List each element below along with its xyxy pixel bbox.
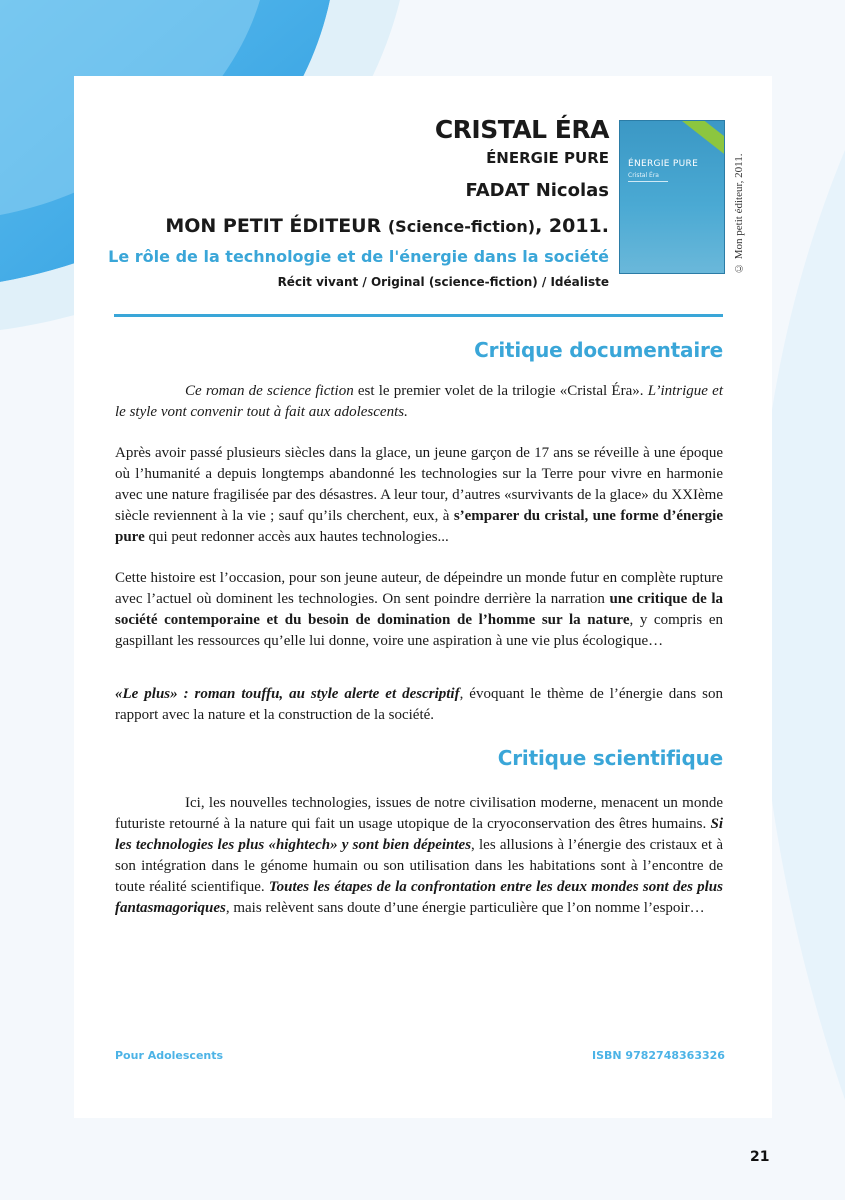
header-divider [114,314,723,317]
doc-p4-bold-italic: «Le plus» : roman touffu, au style alerte et descriptif [115,686,460,702]
doc-paragraph-4 [115,684,723,726]
cover-rule [628,181,668,182]
cover-copyright: © Mon petit éditeur, 2011. [733,153,745,274]
sci-text-1: Ici, les nouvelles technologies, issues de notre civilisation moderne, menacent un monde futuriste retourné à la nature qui fait un usage utopique de la cryoconservation des êtres humains. [115,795,723,832]
publication-year: , 2011. [535,215,609,237]
doc-p4-text: , évoquant le thème de l’énergie dans son rapport avec la nature et la construction de la société. [115,686,723,723]
cover-subtitle: Cristal Éra [628,172,659,179]
page-number: 21 [750,1149,770,1165]
book-subtitle: ÉNERGIE PURE [486,149,609,167]
book-author: FADAT Nicolas [465,180,609,201]
doc-p2-bold: s’emparer du cristal, une forme d’énergie pure [115,508,723,545]
doc-p3-text: Cette histoire est l’occasion, pour son jeune auteur, de dépeindre un monde futur en complète rupture avec l’actuel où dominent les technologies. On sent poindre derrière la narration [115,570,723,607]
doc-p1-italic-2: L’intrigue et le style vont convenir tout à fait aux adolescents. [115,383,723,420]
doc-p3-end: , y compris en gaspillant les ressources qu’elle lui donne, voire une aspiration à une vie plus écologique… [115,612,724,649]
doc-p2-end: qui peut redonner accès aux hautes technologies... [144,529,449,545]
cover-title: ÉNERGIE PURE [628,159,699,169]
book-header [89,114,609,290]
doc-p1-italic: Ce roman de science fiction [185,383,354,399]
sci-text-2: , les allusions à l’énergie des cristaux et à son intégration dans le génome humain ou son utilisation dans les habitations sont à l’encontre de toute réalité scientifique. [115,837,723,895]
publisher-name: MON PETIT ÉDITEUR [165,215,382,237]
doc-paragraph-3 [115,568,723,652]
footer-isbn: ISBN 9782748363326 [592,1049,725,1062]
sci-bold-italic-1: Si les technologies les plus «hightech» y sont bien dépeintes [115,816,723,853]
footer-audience: Pour Adolescents [115,1049,224,1062]
book-tags: Récit vivant / Original (science-fiction) / Idéaliste [277,275,609,289]
doc-paragraph-1 [115,381,723,423]
sci-paragraph [115,793,723,919]
sci-text-3: , mais relèvent sans doute d’une énergie particulière que l’on nomme l’espoir… [225,900,705,916]
book-title: CRISTAL ÉRA [434,115,609,144]
book-cover-image [619,120,725,274]
sci-bold-italic-2: Toutes les étapes de la confrontation entre les deux mondes sont des plus fantasmagoriques [115,879,723,916]
book-genre: (Science-fiction) [387,217,536,236]
cover-corner-ribbon [682,120,725,158]
section-title-documentary: Critique documentaire [474,338,723,362]
doc-p1-text: est le premier volet de la trilogie «Cristal Éra». [353,383,648,399]
book-theme: Le rôle de la technologie et de l'énergie dans la société [108,247,609,266]
book-publisher-line [89,214,609,239]
doc-p2-text: Après avoir passé plusieurs siècles dans la glace, un jeune garçon de 17 ans se réveille à une époque où l’humanité a depuis longtemps abandonné les technologies sur la Terre pour vivre en harmonie avec une nature fragilisée par des désastres. A leur tour, d’autres «survivants de la glace» du XXIème siècle reviennent à la vie ; sauf qu’ils cherchent, eux, à [115,445,723,524]
section-title-scientific: Critique scientifique [497,746,723,770]
doc-p3-bold: une critique de la société contemporaine et du besoin de domination de l’homme sur la nature [115,591,723,628]
doc-paragraph-2 [115,443,723,548]
